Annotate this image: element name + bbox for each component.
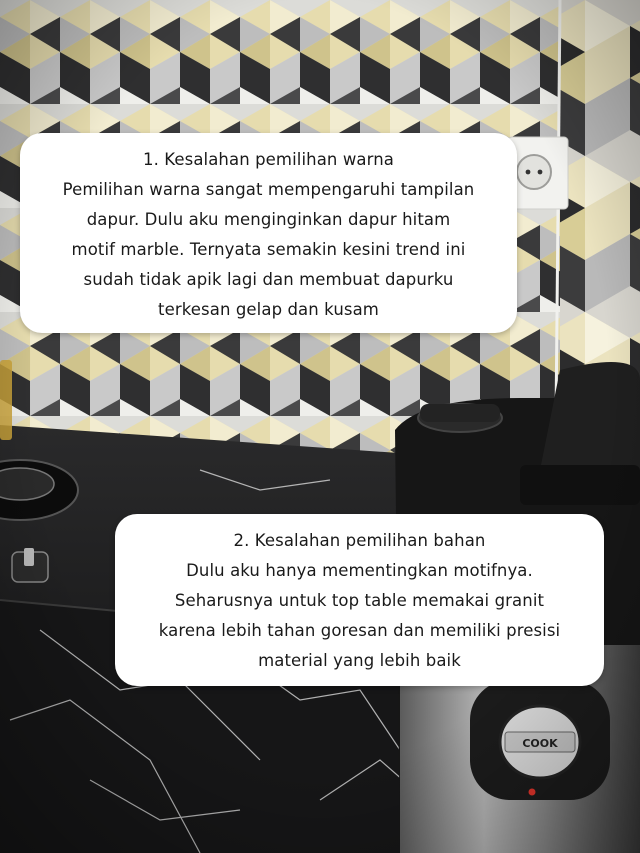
card-2-heading: 2. Kesalahan pemilihan bahan (233, 531, 486, 550)
card-1-line: terkesan gelap dan kusam (158, 300, 379, 319)
card-1-line: sudah tidak apik lagi dan membuat dapurku (83, 270, 454, 289)
text-card-2 (115, 514, 604, 686)
card-1-heading: 1. Kesalahan pemilihan warna (142, 150, 394, 169)
card-1-line: motif marble. Ternyata semakin kesini trend ini (71, 240, 466, 259)
text-card-1 (20, 133, 517, 333)
card-1-line: dapur. Dulu aku menginginkan dapur hitam (86, 210, 451, 229)
card-2-line: Dulu aku hanya mementingkan motifnya. (186, 561, 533, 580)
card-2-line: material yang lebih baik (258, 651, 461, 670)
card-1-line: Pemilihan warna sangat mempengaruhi tampilan (62, 180, 475, 199)
card-2-line: Seharusnya untuk top table memakai granit (174, 591, 545, 610)
card-2-line: karena lebih tahan goresan dan memiliki presisi (158, 621, 561, 640)
